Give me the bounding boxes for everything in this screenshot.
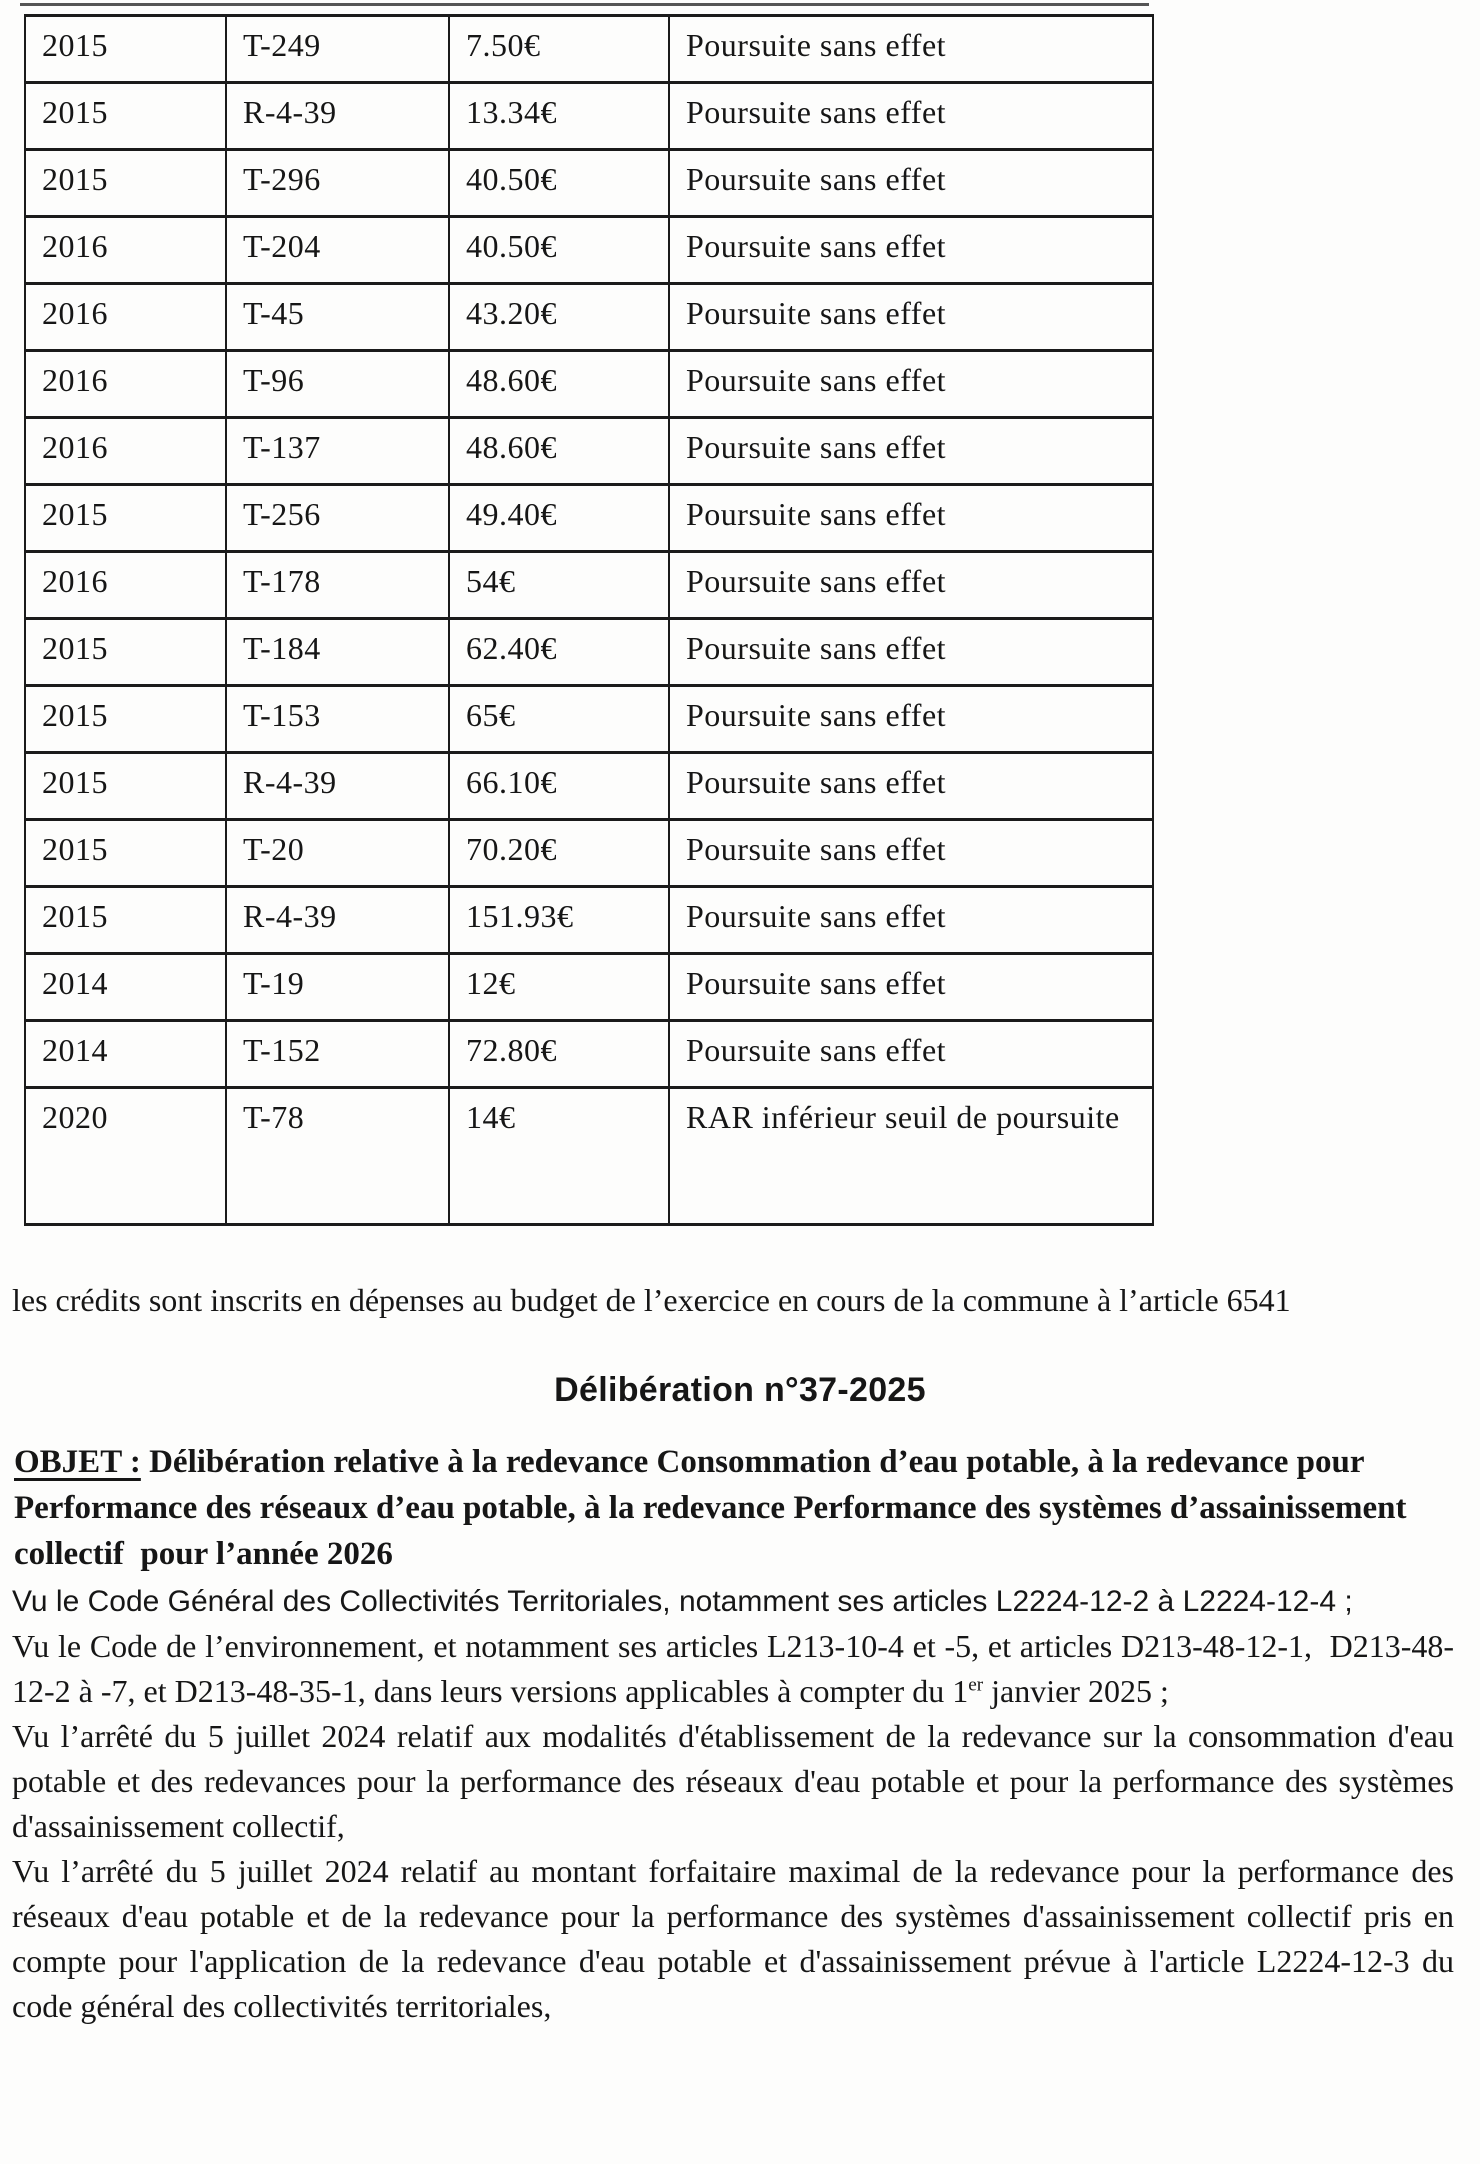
cell-reference: R-4-39 xyxy=(226,83,449,150)
cell-year: 2020 xyxy=(25,1088,226,1225)
cell-amount: 70.20€ xyxy=(449,820,669,887)
cell-reference: T-184 xyxy=(226,619,449,686)
cell-amount: 40.50€ xyxy=(449,217,669,284)
cell-reference: T-153 xyxy=(226,686,449,753)
cell-status: Poursuite sans effet xyxy=(669,820,1153,887)
cell-amount: 12€ xyxy=(449,954,669,1021)
cell-reference: T-152 xyxy=(226,1021,449,1088)
table-row xyxy=(25,954,1153,1021)
cell-amount: 49.40€ xyxy=(449,485,669,552)
credits-note: les crédits sont inscrits en dépenses au budget de l’exercice en cours de la commune à l’article 6541 xyxy=(12,1282,1291,1318)
arrears-table-body xyxy=(25,16,1153,1225)
cell-status: Poursuite sans effet xyxy=(669,485,1153,552)
cell-reference: T-249 xyxy=(226,16,449,83)
cell-year: 2016 xyxy=(25,217,226,284)
cell-reference: R-4-39 xyxy=(226,753,449,820)
cell-amount: 151.93€ xyxy=(449,887,669,954)
cell-year: 2015 xyxy=(25,16,226,83)
cell-status: Poursuite sans effet xyxy=(669,686,1153,753)
cell-year: 2015 xyxy=(25,887,226,954)
table-row xyxy=(25,887,1153,954)
table-row xyxy=(25,753,1153,820)
vu-environnement-text: Vu le Code de l’environnement, et notamment ses articles L213-10-4 et -5, et articles D213-48-12-1, D213-48-12-2 à -7, et D213-48-35-1, dans leurs versions applicables à compter du 1 xyxy=(12,1628,1454,1709)
cell-year: 2015 xyxy=(25,619,226,686)
vu-cgct-paragraph: Vu le Code Général des Collectivités Territoriales, notamment ses articles L2224-12-2 à L2224-12-4 ; xyxy=(12,1585,1353,1618)
cell-reference: R-4-39 xyxy=(226,887,449,954)
table-row xyxy=(25,1088,1153,1225)
cell-status: Poursuite sans effet xyxy=(669,954,1153,1021)
cell-status: Poursuite sans effet xyxy=(669,753,1153,820)
cell-amount: 66.10€ xyxy=(449,753,669,820)
cell-status: Poursuite sans effet xyxy=(669,552,1153,619)
cell-status: Poursuite sans effet xyxy=(669,351,1153,418)
cell-reference: T-296 xyxy=(226,150,449,217)
cell-amount: 7.50€ xyxy=(449,16,669,83)
cell-year: 2014 xyxy=(25,1021,226,1088)
cell-reference: T-137 xyxy=(226,418,449,485)
table-row xyxy=(25,418,1153,485)
cell-year: 2015 xyxy=(25,150,226,217)
cell-reference: T-20 xyxy=(226,820,449,887)
cell-year: 2014 xyxy=(25,954,226,1021)
table-row xyxy=(25,217,1153,284)
cell-status: Poursuite sans effet xyxy=(669,284,1153,351)
cell-year: 2015 xyxy=(25,686,226,753)
cell-amount: 54€ xyxy=(449,552,669,619)
cell-amount: 43.20€ xyxy=(449,284,669,351)
table-row xyxy=(25,150,1153,217)
cell-reference: T-19 xyxy=(226,954,449,1021)
table-row xyxy=(25,552,1153,619)
cell-year: 2016 xyxy=(25,552,226,619)
cell-amount: 62.40€ xyxy=(449,619,669,686)
cell-amount: 13.34€ xyxy=(449,83,669,150)
cell-amount: 14€ xyxy=(449,1088,669,1225)
table-row xyxy=(25,485,1153,552)
table-row xyxy=(25,1021,1153,1088)
cell-amount: 40.50€ xyxy=(449,150,669,217)
table-row xyxy=(25,83,1153,150)
cell-status: Poursuite sans effet xyxy=(669,418,1153,485)
cell-status: RAR inférieur seuil de poursuite xyxy=(669,1088,1153,1225)
table-row xyxy=(25,284,1153,351)
cell-status: Poursuite sans effet xyxy=(669,1021,1153,1088)
cell-status: Poursuite sans effet xyxy=(669,887,1153,954)
arrears-table xyxy=(24,14,1154,1226)
superscript-er: er xyxy=(968,1674,984,1696)
table-row xyxy=(25,820,1153,887)
deliberation-title: Délibération n°37-2025 xyxy=(554,1371,926,1409)
cell-reference: T-96 xyxy=(226,351,449,418)
table-row xyxy=(25,619,1153,686)
cell-year: 2015 xyxy=(25,485,226,552)
cell-reference: T-45 xyxy=(226,284,449,351)
cell-amount: 72.80€ xyxy=(449,1021,669,1088)
cell-status: Poursuite sans effet xyxy=(669,16,1153,83)
cell-amount: 65€ xyxy=(449,686,669,753)
cell-status: Poursuite sans effet xyxy=(669,217,1153,284)
cell-reference: T-78 xyxy=(226,1088,449,1225)
cell-status: Poursuite sans effet xyxy=(669,150,1153,217)
cell-year: 2016 xyxy=(25,284,226,351)
cell-status: Poursuite sans effet xyxy=(669,83,1153,150)
table-top-artifact-line xyxy=(20,3,1149,6)
cell-reference: T-256 xyxy=(226,485,449,552)
cell-year: 2015 xyxy=(25,753,226,820)
cell-year: 2015 xyxy=(25,83,226,150)
vu-arrete-montant-paragraph: Vu l’arrêté du 5 juillet 2024 relatif au montant forfaitaire maximal de la redevance pour la performance des réseaux d'eau potable et de la redevance pour la performance des systèmes d'assainissement collectif pris en compte pour l'application de la redevance d'eau potable et d'assainissement prévue à l'article L2224-12-3 du code général des collectivités territoriales, xyxy=(12,1853,1454,2024)
objet-text: Délibération relative à la redevance Consommation d’eau potable, à la redevance pour Performance des réseaux d’eau potable, à la redevance Performance des systèmes d’assainissement collectif pour l’année 2026 xyxy=(14,1444,1407,1572)
vu-environnement-text-end: janvier 2025 ; xyxy=(983,1673,1169,1709)
cell-year: 2015 xyxy=(25,820,226,887)
cell-amount: 48.60€ xyxy=(449,351,669,418)
cell-year: 2016 xyxy=(25,418,226,485)
objet-paragraph xyxy=(14,1439,1446,1577)
objet-label: OBJET : xyxy=(14,1444,141,1480)
table-row xyxy=(25,16,1153,83)
cell-amount: 48.60€ xyxy=(449,418,669,485)
cell-status: Poursuite sans effet xyxy=(669,619,1153,686)
table-row xyxy=(25,351,1153,418)
table-row xyxy=(25,686,1153,753)
cell-reference: T-178 xyxy=(226,552,449,619)
vu-environnement-paragraph xyxy=(12,1624,1454,1714)
cell-reference: T-204 xyxy=(226,217,449,284)
vu-arrete-modalites-paragraph: Vu l’arrêté du 5 juillet 2024 relatif aux modalités d'établissement de la redevance sur la consommation d'eau potable et des redevances pour la performance des réseaux d'eau potable et pour la performance des systèmes d'assainissement collectif, xyxy=(12,1718,1454,1844)
cell-year: 2016 xyxy=(25,351,226,418)
